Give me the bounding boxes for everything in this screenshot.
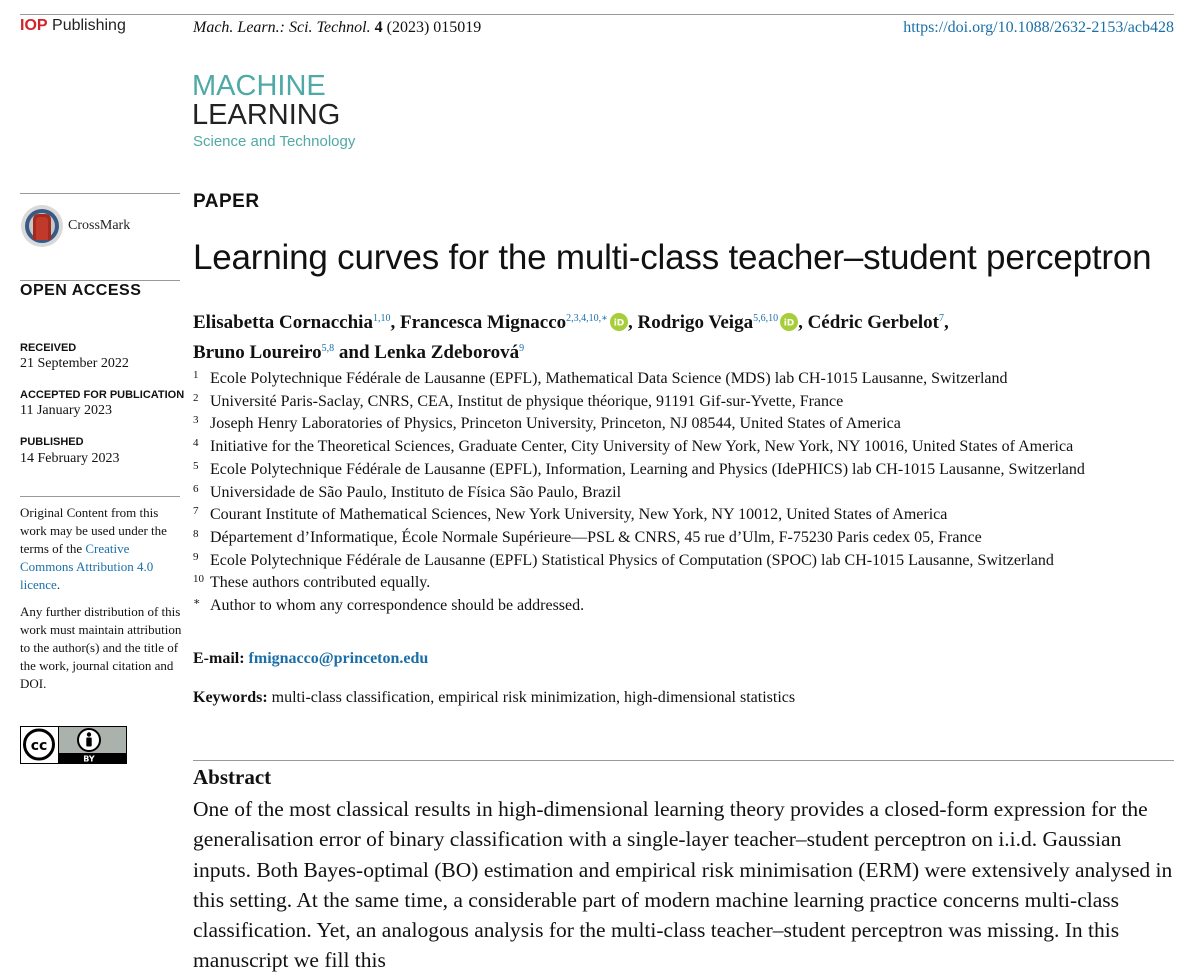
orcid-icon[interactable] — [780, 312, 798, 339]
author-affil-sup[interactable]: 2,3,4,10,∗ — [566, 313, 608, 324]
affiliation-marker: 7 — [193, 505, 199, 518]
affiliation-text: Author to whom any correspondence should be addressed. — [210, 597, 585, 615]
author-affil-sup[interactable]: 5,8 — [321, 343, 335, 354]
author-name[interactable]: Francesca Mignacco — [399, 312, 567, 333]
journal-abbrev: Mach. Learn.: Sci. Technol. — [193, 19, 371, 36]
affiliation-text: Initiative for the Theoretical Sciences, Graduate Center, City University of New York, New York, NY 10016, United States of America — [210, 438, 1074, 456]
cc-by-badge[interactable] — [20, 726, 127, 769]
affiliation-item — [193, 391, 1183, 414]
journal-logo-line2: LEARNING — [192, 99, 341, 131]
article-type: PAPER — [193, 191, 260, 212]
affiliation-marker: 8 — [193, 527, 199, 540]
keywords-text: multi-class classification, empirical risk minimization, high-dimensional statistics — [271, 689, 796, 706]
accepted-label: ACCEPTED FOR PUBLICATION — [20, 389, 185, 401]
open-access-label: OPEN ACCESS — [20, 282, 142, 299]
author-separator: , — [390, 312, 400, 333]
publisher-brand: IOP — [20, 17, 48, 34]
email-label: E-mail: — [193, 650, 245, 667]
affiliation-marker: 1 — [193, 369, 199, 381]
author-separator: , — [627, 312, 638, 333]
distribution-notice: Any further distribution of this work must maintain attribution to the author(s) and the title of the work, journal citation and DOI. — [20, 604, 182, 691]
affiliation-marker: ∗ — [193, 596, 201, 609]
svg-text:iD: iD — [613, 318, 625, 329]
author-list — [193, 309, 1173, 366]
author-affil-sup[interactable]: 1,10 — [372, 313, 391, 324]
journal-volume: 4 — [374, 19, 383, 36]
sidebar-rule-top — [20, 193, 180, 194]
article-title: Learning curves for the multi-class teacher–student perceptron — [193, 238, 1152, 277]
affiliation-item — [193, 504, 1183, 527]
orcid-icon[interactable] — [610, 312, 628, 339]
affiliation-item — [193, 595, 1183, 618]
author-affil-sup[interactable]: 5,6,10 — [753, 313, 779, 324]
received-label: RECEIVED — [20, 342, 77, 354]
cc-badge-label: BY — [83, 754, 95, 764]
email-line — [193, 650, 428, 668]
author-affil-sup[interactable]: 7 — [938, 313, 944, 324]
affiliation-item — [193, 459, 1183, 482]
keywords-line — [193, 689, 795, 707]
affiliation-marker: 4 — [193, 437, 199, 450]
licence-notice — [20, 504, 185, 594]
accepted-date: 11 January 2023 — [20, 403, 113, 418]
licence-text: Original Content from this work may be used under the terms of the — [20, 505, 167, 556]
affiliation-marker: 6 — [193, 482, 199, 495]
received-date: 21 September 2022 — [20, 356, 129, 371]
keywords-label: Keywords: — [193, 689, 268, 706]
author-name[interactable]: Rodrigo Veiga — [637, 312, 754, 333]
crossmark-icon — [20, 204, 64, 248]
sidebar-rule-licence — [20, 496, 180, 497]
affiliation-text: Ecole Polytechnique Fédérale de Lausanne (EPFL) Statistical Physics of Computation (SPOC) lab CH-1015 Lausanne, Switzerland — [210, 551, 1054, 569]
journal-logo-subtitle: Science and Technology — [193, 133, 356, 150]
publisher-logo[interactable] — [20, 17, 126, 35]
author-name[interactable]: Lenka Zdeborová — [374, 342, 520, 363]
author-name[interactable]: Bruno Loureiro — [193, 342, 322, 363]
author-separator: , — [943, 312, 949, 333]
affiliation-marker: 3 — [193, 414, 199, 427]
affiliation-text: Ecole Polytechnique Fédérale de Lausanne (EPFL), Mathematical Data Science (MDS) lab CH-1015 Lausanne, Switzerland — [210, 370, 1008, 387]
journal-logo-line1: MACHINE — [192, 70, 326, 102]
publisher-name: Publishing — [52, 17, 126, 34]
svg-text:iD: iD — [783, 318, 795, 329]
affiliation-list — [193, 368, 1183, 618]
author-affil-sup[interactable]: 9 — [519, 343, 525, 354]
crossmark-label: CrossMark — [68, 218, 131, 233]
abstract-text: One of the most classical results in high-dimensional learning theory provides a closed-form expression for the generalisation error of binary classification with a single-layer teacher–student perceptron on i.i.d. Gaussian inputs. Both Bayes-optimal (BO) estimation and empirical risk minimisation (ERM) were extensively analysed in this setting. At the same time, a considerable part of modern machine learning practice concerns multi-class classification. Yet, an analogous analysis for the multi-class teacher–student perceptron was missing. In this manuscript we fill this — [193, 797, 1173, 973]
crossmark-button[interactable] — [20, 204, 130, 248]
affiliation-item — [193, 482, 1183, 505]
published-date: 14 February 2023 — [20, 451, 120, 466]
email-link[interactable]: fmignacco@princeton.edu — [248, 650, 429, 667]
journal-year-article: (2023) 015019 — [386, 19, 482, 36]
author-separator: , — [798, 312, 808, 333]
affiliation-marker: 9 — [193, 550, 199, 563]
affiliation-text: Département d’Informatique, École Normale Supérieure—PSL & CNRS, 45 rue d’Ulm, F-75230 Paris cedex 05, France — [210, 528, 982, 546]
author-name[interactable]: Cédric Gerbelot — [807, 312, 939, 333]
svg-text:cc: cc — [30, 738, 48, 754]
author-name[interactable]: Elisabetta Cornacchia — [193, 312, 373, 333]
affiliation-text: These authors contributed equally. — [210, 574, 431, 592]
affiliation-marker: 5 — [193, 459, 199, 472]
journal-citation — [193, 19, 481, 37]
affiliation-item — [193, 550, 1183, 573]
licence-link[interactable]: Creative Commons Attribution 4.0 licence — [20, 541, 154, 592]
affiliation-text: Université Paris-Saclay, CNRS, CEA, Institut de physique théorique, 91191 Gif-sur-Yvette, France — [210, 392, 844, 410]
affiliation-marker: 10 — [193, 573, 204, 586]
affiliation-item — [193, 572, 1183, 595]
header-rule — [20, 14, 1174, 15]
author-separator: and — [334, 342, 375, 363]
affiliation-marker: 2 — [193, 391, 199, 404]
sidebar-rule-oa — [20, 280, 180, 281]
affiliation-text: Joseph Henry Laboratories of Physics, Princeton University, Princeton, NJ 08544, United States of America — [210, 415, 901, 433]
affiliation-item — [193, 527, 1183, 550]
cc-by-icon — [20, 726, 127, 764]
affiliation-text: Ecole Polytechnique Fédérale de Lausanne (EPFL), Information, Learning and Physics (IdePHICS) lab CH-1015 Lausanne, Switzerland — [210, 460, 1085, 478]
affiliation-item — [193, 436, 1183, 459]
doi-link[interactable]: https://doi.org/10.1088/2632-2153/acb428 — [903, 19, 1174, 36]
affiliation-item — [193, 413, 1183, 436]
affiliation-item — [193, 368, 1183, 391]
abstract-rule — [193, 760, 1174, 761]
licence-end: . — [56, 577, 61, 592]
affiliation-text: Universidade de São Paulo, Instituto de Física São Paulo, Brazil — [210, 483, 622, 501]
published-label: PUBLISHED — [20, 436, 84, 448]
affiliation-text: Courant Institute of Mathematical Sciences, New York University, New York, NY 10012, United States of America — [210, 506, 948, 524]
abstract-heading: Abstract — [193, 765, 272, 789]
